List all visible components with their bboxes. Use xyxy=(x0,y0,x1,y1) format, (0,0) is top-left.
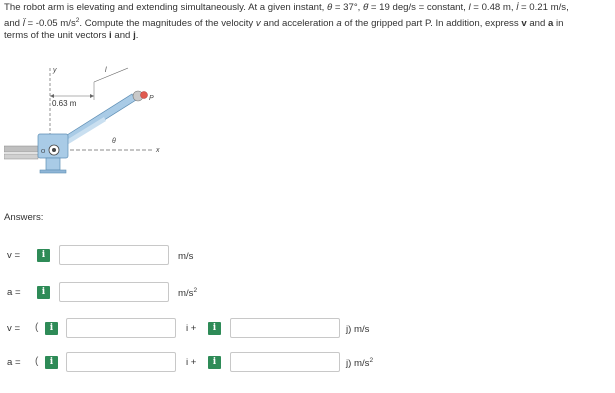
info-icon[interactable]: i xyxy=(37,286,50,299)
v-j-component-input[interactable] xyxy=(230,318,340,338)
a-magnitude-label: a = xyxy=(7,287,21,298)
info-icon[interactable]: i xyxy=(208,356,221,369)
problem-statement: The robot arm is elevating and extending simultaneously. At a given instant, θ = 37°, θ̇ = 19 deg/s = constant, l = 0.48 m, l̇ = 0.21 m/s, and l̈ = -0.05 $m/s^2$. Compute the magnitudes of the velocity v and acceleration a of the gripped part P. In addition, express v and a in terms of the unit vectors i and j. xyxy=(4,2,569,42)
a-vector-label: a = xyxy=(7,357,21,368)
x-axis-label: x xyxy=(156,147,160,154)
v-i-separator: i + xyxy=(186,323,197,334)
point-p-label: P xyxy=(149,95,154,102)
v-i-component-input[interactable] xyxy=(66,318,176,338)
v-magnitude-input[interactable] xyxy=(59,245,169,265)
dimension-label: 0.63 m xyxy=(52,99,77,108)
robot-arm-figure xyxy=(4,62,174,194)
a-vector-unit: j) $m/s^2$ xyxy=(346,357,374,370)
length-label: l xyxy=(105,67,107,74)
a-magnitude-unit: $m/s^2$ xyxy=(178,287,198,300)
theta-label: θ xyxy=(112,138,116,145)
answer-row-a-magnitude xyxy=(0,282,615,304)
a-i-component-input[interactable] xyxy=(66,352,176,372)
answers-heading: Answers: xyxy=(4,212,44,223)
origin-label: O xyxy=(41,149,46,155)
info-icon[interactable]: i xyxy=(208,322,221,335)
a-magnitude-input[interactable] xyxy=(59,282,169,302)
answer-row-v-magnitude xyxy=(0,245,615,267)
v-magnitude-label: v = xyxy=(7,250,21,261)
gripped-part xyxy=(141,92,148,99)
answer-row-a-vector xyxy=(0,352,615,374)
a-j-component-input[interactable] xyxy=(230,352,340,372)
v-magnitude-unit: m/s xyxy=(178,251,194,263)
info-icon[interactable]: i xyxy=(45,356,58,369)
open-paren: ( xyxy=(35,322,39,333)
info-icon[interactable]: i xyxy=(37,249,50,262)
a-i-separator: i + xyxy=(186,357,197,368)
open-paren: ( xyxy=(35,356,39,367)
y-axis-label: y xyxy=(53,67,57,74)
v-vector-label: v = xyxy=(7,323,21,334)
answer-row-v-vector xyxy=(0,318,615,340)
info-icon[interactable]: i xyxy=(45,322,58,335)
v-vector-unit: j) m/s xyxy=(346,324,370,336)
